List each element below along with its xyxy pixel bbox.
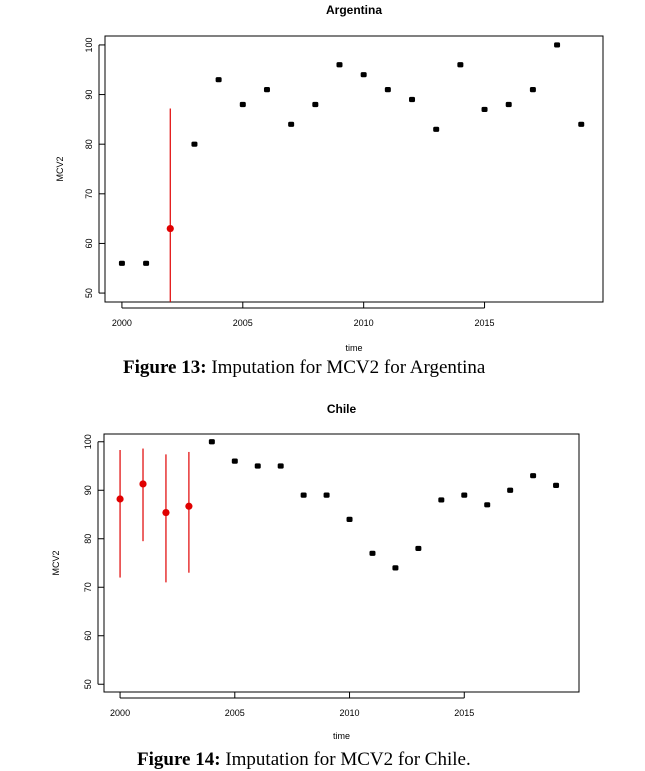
chart2-y-tick-label-50: 50 (83, 679, 93, 690)
chart1-y-tick-label-80: 80 (84, 139, 94, 150)
chart2-observed-point-2018 (530, 473, 536, 478)
chart1-imputed-point-2002 (167, 225, 174, 232)
chart2-observed-point-2009 (324, 493, 330, 498)
chart2-observed-point-2016 (484, 502, 490, 507)
chart2-x-tick-label-2005: 2005 (224, 708, 245, 718)
chart2-observed-point-2017 (507, 488, 513, 493)
chart1-y-tick-label-50: 50 (84, 288, 94, 299)
chart1-observed-point-2009 (336, 62, 342, 67)
chart1-y-tick-label-100: 100 (84, 37, 94, 53)
chart1-observed-point-2016 (506, 102, 512, 107)
chart2-observed-point-2015 (461, 493, 467, 498)
chart2-x-tick-label-2010: 2010 (339, 708, 360, 718)
chart2-y-tick-label-80: 80 (83, 533, 93, 544)
chart2-x-tick-label-2015: 2015 (454, 708, 475, 718)
chart1-title: Argentina (325, 3, 383, 17)
chart2-observed-point-2010 (347, 517, 353, 522)
chart1-observed-point-2017 (530, 87, 536, 92)
chart2-observed-point-2013 (415, 546, 421, 551)
chart2-y-tick-label-60: 60 (83, 630, 93, 641)
chart2-plot-frame (104, 434, 579, 692)
chart2-imputed-point-2000 (116, 495, 123, 502)
chart1-observed-point-2015 (482, 107, 488, 112)
chart1-y-tick-label-60: 60 (84, 238, 94, 249)
chart1-observed-point-2000 (119, 261, 125, 266)
chart1-x-tick-label-2010: 2010 (353, 318, 374, 328)
chart2-observed-point-2019 (553, 483, 559, 488)
chart1-observed-point-2006 (264, 87, 270, 92)
chart2-observed-point-2008 (301, 493, 307, 498)
chart2-imputed-point-2001 (139, 480, 146, 487)
chart1-observed-point-2005 (240, 102, 246, 107)
chart1-x-tick-label-2005: 2005 (232, 318, 253, 328)
figure-14-caption (137, 749, 471, 771)
chart2-observed-point-2005 (232, 459, 238, 464)
chart1-y-tick-label-70: 70 (84, 188, 94, 199)
chart2-observed-point-2012 (392, 565, 398, 570)
chart2-observed-point-2014 (438, 497, 444, 502)
chart1-observed-point-2019 (578, 122, 584, 127)
figure-13-text: Imputation for MCV2 for Argentina (206, 357, 486, 378)
chart1-observed-point-2014 (457, 62, 463, 67)
chart1-observed-point-2003 (191, 142, 197, 147)
chart2-observed-point-2006 (255, 463, 261, 468)
chart2-y-tick-label-90: 90 (83, 485, 93, 496)
chart2-y-tick-label-100: 100 (83, 434, 93, 450)
chart2-imputed-point-2003 (185, 503, 192, 510)
chart1-plot-frame (105, 36, 603, 302)
figure-14-text: Imputation for MCV2 for Chile. (220, 749, 471, 770)
chart2-x-axis-label: time (332, 731, 351, 741)
chart1-observed-point-2012 (409, 97, 415, 102)
chart1-observed-point-2004 (216, 77, 222, 82)
figure-13-caption (123, 357, 485, 379)
chart2-imputed-point-2002 (162, 509, 169, 516)
figure-13-label: Figure 13: (123, 357, 207, 378)
chart1-observed-point-2008 (312, 102, 318, 107)
chart1-y-axis-label: MCV2 (55, 156, 65, 182)
chart2-observed-point-2011 (369, 551, 375, 556)
figure-14-label: Figure 14: (137, 749, 221, 770)
chart1-observed-point-2013 (433, 127, 439, 132)
chart2-observed-point-2007 (278, 463, 284, 468)
chart1-y-tick-label-90: 90 (84, 89, 94, 100)
chart1-x-axis-label: time (345, 343, 363, 353)
chart2-x-tick-label-2000: 2000 (110, 708, 131, 718)
chart1-x-tick-label-2000: 2000 (111, 318, 132, 328)
chart2-observed-point-2004 (209, 439, 215, 444)
chart1-x-tick-label-2015: 2015 (474, 318, 495, 328)
chart2-y-tick-label-70: 70 (83, 582, 93, 593)
chart1-observed-point-2007 (288, 122, 294, 127)
chart1-observed-point-2001 (143, 261, 149, 266)
chart1-observed-point-2010 (361, 72, 367, 77)
chart2-y-axis-label: MCV2 (51, 550, 61, 576)
chart2-title: Chile (326, 402, 357, 416)
chart1-observed-point-2011 (385, 87, 391, 92)
chart1-observed-point-2018 (554, 42, 560, 47)
